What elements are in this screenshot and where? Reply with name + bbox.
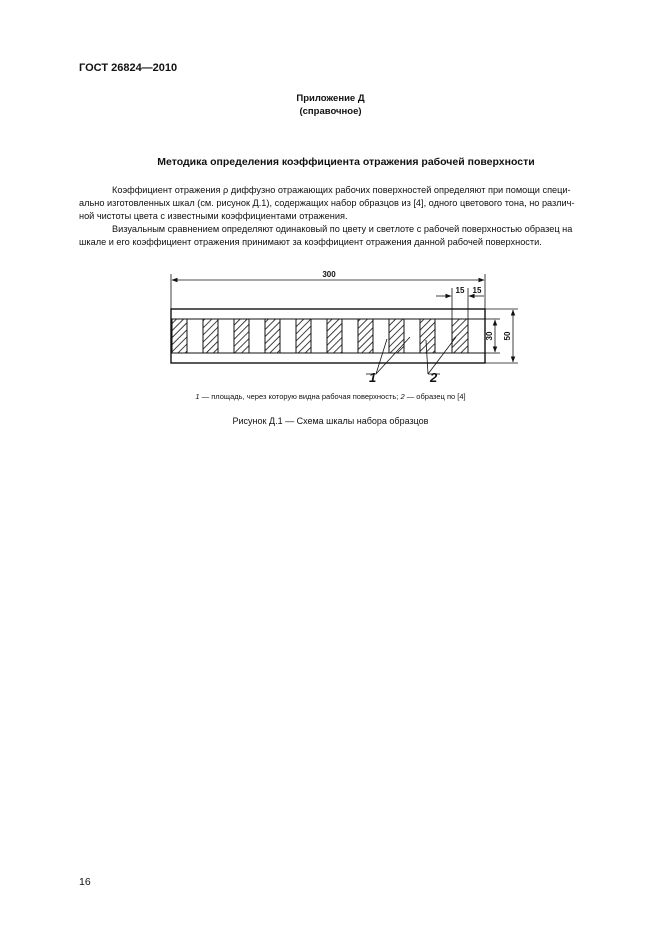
legend-num-2: 2 [400,392,405,401]
paragraph-1-line-1: Коэффициент отражения ρ диффузно отражающих рабочих поверхностей определяют при помощи специ- [112,185,571,195]
sample-strip [420,319,435,353]
section-title: Методика определения коэффициента отражения рабочей поверхности [157,156,535,168]
standard-number: ГОСТ 26824—2010 [79,62,178,74]
paragraph-2-line-2: шкале и его коэффициент отражения принимают за коэффициент отражения данной рабочей поверхности. [79,237,542,247]
callout-1-leader-a [376,339,387,374]
sample-strip [296,319,311,353]
sample-strip [234,319,249,353]
annex-title: Приложение Д [296,93,365,104]
callout-1-label: 1 [369,370,377,385]
dim-sample-height-label: 30 [485,331,494,341]
sample-strip [327,319,342,353]
sample-strip [358,319,373,353]
dim-sample-width-label: 15 [455,286,465,295]
figure-legend [0,392,661,401]
dim-total-height-label: 50 [503,331,512,341]
sample-strip [452,319,468,353]
sample-strip [203,319,218,353]
callout-2-label: 2 [430,370,438,385]
dim-total-length-label: 300 [322,270,336,279]
dim-gap-width-label: 15 [472,286,482,295]
sample-strips [172,319,468,353]
legend-num-1: 1 [195,392,200,401]
page-number: 16 [79,876,91,888]
legend-text-1: — площадь, через которую видна рабочая поверхность; [199,392,401,401]
paragraph-1-line-3: ной чистоты цвета с известными коэффициентами отражения. [79,211,348,221]
paragraph-1-line-2: ально изготовленных шкал (см. рисунок Д.1), содержащих набор образцов из [4], одного цветового тона, но различ- [79,198,575,208]
sample-strip [172,319,187,353]
sample-strip [265,319,280,353]
legend-text-2: — образец по [4] [404,392,466,401]
annex-note: (справочное) [299,106,362,117]
figure-caption: Рисунок Д.1 — Схема шкалы набора образцов [232,416,429,426]
paragraph-2-line-1: Визуальным сравнением определяют одинаковый по цвету и светлоте с рабочей поверхностью образец на [112,224,573,234]
sample-strip [389,319,404,353]
